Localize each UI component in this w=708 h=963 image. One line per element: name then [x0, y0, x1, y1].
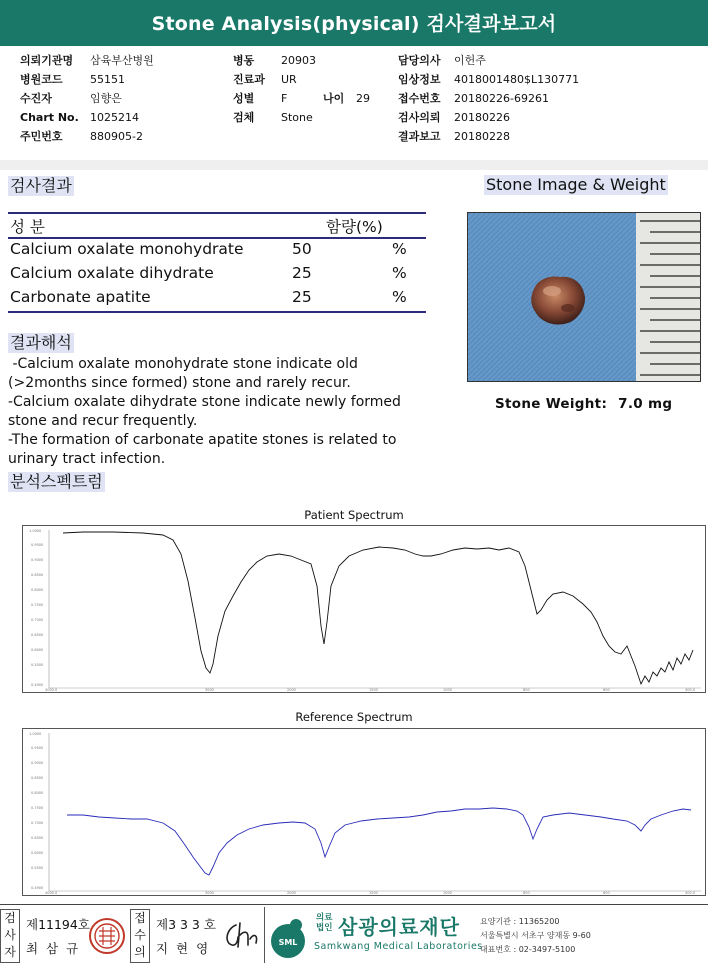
interpretation-line: -The formation of carbonate apatite stones is related to: [8, 432, 397, 448]
svg-text:0.8000: 0.8000: [31, 791, 44, 795]
spectrum-heading: 분석스펙트럼: [10, 472, 103, 491]
signature-icon: [218, 919, 260, 951]
info-key: 의뢰기관명: [20, 54, 74, 67]
info-column-2: [233, 51, 370, 127]
info-value: UR: [281, 73, 297, 86]
seal-stamp-icon: [88, 917, 126, 955]
patient-spectrum-line: [63, 532, 693, 684]
report-footer: [0, 904, 708, 963]
svg-text:1.0000: 1.0000: [29, 529, 42, 533]
info-value: F: [281, 92, 288, 105]
results-table: [8, 210, 426, 315]
interpretation-heading: 결과해석: [10, 333, 72, 352]
info-key: 병동: [233, 54, 255, 67]
section-separator: [0, 160, 708, 170]
age-value: 29: [356, 92, 370, 105]
svg-text:800: 800: [523, 891, 530, 895]
info-value: 임향은: [90, 92, 122, 105]
info-value: 20180226-69261: [454, 92, 549, 105]
svg-text:1.0000: 1.0000: [29, 732, 42, 736]
svg-text:1500: 1500: [369, 688, 378, 692]
svg-text:0.8000: 0.8000: [31, 588, 44, 592]
info-key: 결과보고: [398, 130, 441, 143]
result-unit: %: [392, 240, 407, 258]
org-tel: 대표번호 : 02-3497-5100: [480, 945, 576, 954]
svg-text:0.7500: 0.7500: [31, 603, 44, 607]
result-name: Calcium oxalate dihydrate: [10, 264, 214, 282]
reference-spectrum-svg: [23, 729, 705, 895]
reference-spectrum-chart: [22, 728, 706, 896]
inspector-label-box: [0, 909, 20, 963]
inspector-name: 최 삼 규: [26, 941, 81, 956]
info-value: 삼육부산병원: [90, 54, 154, 67]
interpretation-line: -Calcium oxalate dihydrate stone indicate newly formed: [8, 394, 401, 410]
org-logo-icon: [268, 915, 308, 959]
table-header-rule: [8, 237, 426, 239]
header-component: 성 분: [10, 218, 45, 236]
info-key: 진료과: [233, 73, 265, 86]
org-address: 서울특별시 서초구 양재동 9-60: [480, 931, 591, 940]
stone-photo-graphic: [468, 213, 700, 381]
info-column-3: [398, 51, 579, 146]
svg-text:1000: 1000: [443, 688, 452, 692]
svg-text:0.9000: 0.9000: [31, 761, 44, 765]
info-key: Chart No.: [20, 111, 79, 124]
stone-weight: [495, 396, 672, 412]
svg-text:0.4900: 0.4900: [31, 683, 44, 687]
svg-text:4000.0: 4000.0: [45, 688, 58, 692]
patient-spectrum-chart: [22, 525, 706, 693]
svg-text:3000: 3000: [205, 891, 214, 895]
svg-text:0.8500: 0.8500: [31, 573, 44, 577]
svg-text:0.6000: 0.6000: [31, 851, 44, 855]
svg-text:0.7000: 0.7000: [31, 821, 44, 825]
info-key: 담당의사: [398, 54, 441, 67]
info-key: 검체: [233, 111, 255, 124]
info-key: 검사의뢰: [398, 111, 441, 124]
info-value: 20180226: [454, 111, 510, 124]
interpretation-line: -Calcium oxalate monohydrate stone indicate old: [8, 356, 358, 372]
interpretation-line: urinary tract infection.: [8, 451, 166, 467]
patient-spectrum-title: Patient Spectrum: [304, 508, 404, 522]
result-value: 50: [292, 240, 312, 258]
results-heading: 검사결과: [10, 176, 72, 195]
patient-axis-ticks: [49, 530, 701, 688]
svg-text:600: 600: [603, 688, 610, 692]
reference-spectrum-line: [67, 808, 691, 875]
result-unit: %: [392, 288, 407, 306]
table-top-rule: [8, 212, 426, 214]
inspector-no: 제11194호: [26, 917, 90, 932]
svg-text:1000: 1000: [443, 891, 452, 895]
svg-text:3000: 3000: [205, 688, 214, 692]
svg-text:400.0: 400.0: [685, 891, 696, 895]
org-reg: 요양기관 : 11365200: [480, 917, 560, 926]
svg-text:0.6500: 0.6500: [31, 836, 44, 840]
org-prefix: [316, 913, 332, 933]
info-value: Stone: [281, 111, 313, 124]
info-value: 55151: [90, 73, 125, 86]
svg-text:800: 800: [523, 688, 530, 692]
org-english-name: Samkwang Medical Laboratories: [314, 941, 483, 952]
org-prefix-1: 의료: [316, 913, 333, 923]
age-key: 나이: [323, 92, 345, 105]
info-key: 주민번호: [20, 130, 63, 143]
org-prefix-2: 법인: [316, 923, 333, 933]
report-title: Stone Analysis(physical) 검사결과보고서: [0, 0, 708, 46]
receiver-no: 제3 3 3 호: [156, 917, 216, 932]
svg-text:2000: 2000: [287, 891, 296, 895]
receiver-name: 지 현 영: [156, 941, 211, 956]
weight-value: 7.0 mg: [618, 396, 673, 412]
svg-text:1500: 1500: [369, 891, 378, 895]
org-contact: [480, 915, 591, 957]
svg-text:0.7000: 0.7000: [31, 618, 44, 622]
svg-text:0.5500: 0.5500: [31, 663, 44, 667]
info-key: 병원코드: [20, 73, 63, 86]
stone-photo: [467, 212, 701, 382]
svg-text:0.5500: 0.5500: [31, 866, 44, 870]
info-value: 20180228: [454, 130, 510, 143]
svg-text:600: 600: [603, 891, 610, 895]
svg-text:4000.0: 4000.0: [45, 891, 58, 895]
svg-text:0.9000: 0.9000: [31, 558, 44, 562]
table-bottom-rule: [8, 311, 426, 313]
result-value: 25: [292, 264, 312, 282]
info-value: 20903: [281, 54, 316, 67]
reference-spectrum-title: Reference Spectrum: [295, 710, 413, 724]
svg-text:0.8500: 0.8500: [31, 776, 44, 780]
result-name: Calcium oxalate monohydrate: [10, 240, 244, 258]
svg-text:0.4900: 0.4900: [31, 886, 44, 890]
info-column-1: [20, 51, 154, 146]
org-name: 삼광의료재단: [338, 915, 460, 939]
info-key: 접수번호: [398, 92, 441, 105]
info-key: 성별: [233, 92, 255, 105]
interpretation-text: [8, 355, 401, 469]
svg-text:0.7500: 0.7500: [31, 806, 44, 810]
interpretation-line: stone and recur frequently.: [8, 413, 198, 429]
info-value: 880905-2: [90, 130, 143, 143]
receiver-label-box: [130, 909, 150, 963]
info-key: 수진자: [20, 92, 52, 105]
result-unit: %: [392, 264, 407, 282]
patient-spectrum-svg: [23, 526, 705, 692]
svg-text:0.6500: 0.6500: [31, 633, 44, 637]
svg-text:2000: 2000: [287, 688, 296, 692]
image-heading: Stone Image & Weight: [486, 175, 666, 194]
svg-text:0.9500: 0.9500: [31, 543, 44, 547]
info-value: 1025214: [90, 111, 139, 124]
header-content: 함량(%): [326, 218, 383, 236]
result-name: Carbonate apatite: [10, 288, 151, 306]
receiver-label: 접수의: [134, 911, 146, 959]
interpretation-line: (>2months since formed) stone and rarely recur.: [8, 375, 351, 391]
weight-label: Stone Weight:: [495, 396, 608, 412]
info-value: 이헌주: [454, 54, 486, 67]
info-key: 임상정보: [398, 73, 441, 86]
svg-text:0.6000: 0.6000: [31, 648, 44, 652]
info-value: 4018001480$L130771: [454, 73, 580, 86]
svg-text:400.0: 400.0: [685, 688, 696, 692]
result-value: 25: [292, 288, 312, 306]
org-logo-text: SML: [278, 938, 298, 947]
svg-text:0.9500: 0.9500: [31, 746, 44, 750]
inspector-label: 검사자: [4, 911, 16, 959]
